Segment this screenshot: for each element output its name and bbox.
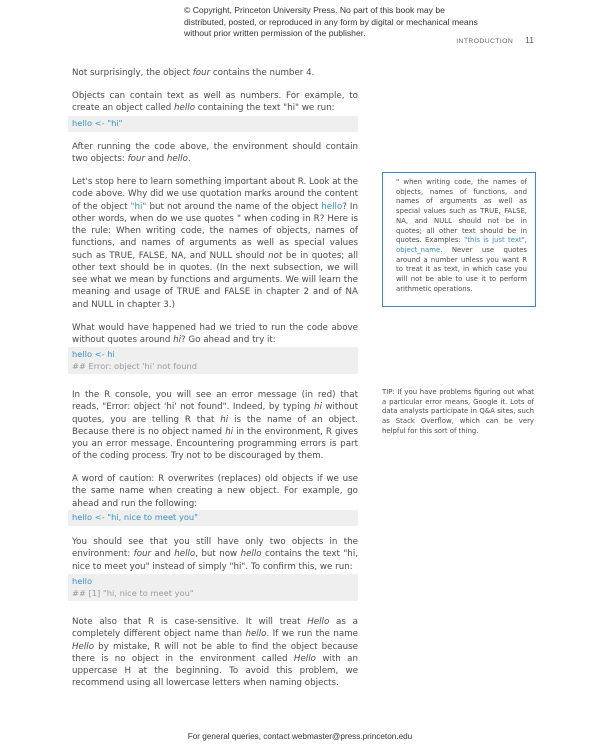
text: and	[151, 549, 175, 560]
text: but not around the name of the object	[146, 201, 322, 212]
code-block-3	[68, 510, 358, 526]
text: Not surprisingly, the object	[72, 68, 193, 78]
text: A word of caution: R overwrites (replaces) old objects if we use the same name when creating a new object. For example, go ahead and run the following:	[72, 474, 358, 509]
object-name: hello	[174, 549, 196, 560]
object-name: hi	[225, 426, 234, 437]
object-name: Hello	[307, 617, 330, 627]
object-name: hello	[245, 629, 267, 640]
object-name: Hello	[293, 653, 316, 664]
page-number: 11	[525, 35, 534, 45]
running-head	[456, 35, 534, 45]
text: Note also that R is case-sensitive. It will treat	[72, 617, 308, 627]
chapter-title: INTRODUCTION	[456, 38, 514, 45]
object-name: hello	[174, 103, 196, 114]
object-name: hi	[173, 335, 182, 346]
tip-note	[382, 388, 534, 437]
code-line: hello	[72, 576, 93, 586]
paragraph-6	[72, 389, 358, 463]
text: is the name of an object. Because there is no object named	[72, 414, 358, 437]
object-name: hello	[240, 549, 262, 560]
text: without quotes, you are telling R that	[72, 402, 359, 425]
paragraph-2	[72, 90, 358, 115]
code-output: ## [1] "hi, nice to meet you"	[72, 587, 194, 598]
copyright-notice: © Copyright, Princeton University Press. No part of this book may be distributed, posted, or reproduced in any form by digital or mechanical means without prior written permission of the publisher.	[184, 5, 478, 38]
object-name: hello	[166, 154, 188, 165]
margin-note-box	[382, 172, 536, 307]
footer-contact: For general queries, contact webmaster@press.princeton.edu	[187, 732, 413, 741]
code-line: hello <- hi	[72, 349, 115, 359]
text: In the R console, you will see an error message (in red) that reads, "Error: object 'hi' not found". Indeed, by typing	[72, 390, 358, 413]
text: by mistake, R will not be able to find the object because there is no object in the environment called	[72, 641, 358, 664]
paragraph-5	[72, 322, 358, 347]
code-block-4	[68, 574, 358, 601]
text: contains the text "hi, nice to meet you" instead of simply "hi". To confirm this, we run:	[72, 549, 358, 572]
inline-code: hello	[321, 201, 343, 212]
text: Objects can contain text as well as numbers. For example, to create an object called	[72, 91, 358, 114]
code-block-1	[68, 116, 358, 132]
text: ? Go ahead and try it:	[181, 335, 276, 346]
object-name: hi	[313, 402, 322, 413]
text: , but now	[195, 549, 241, 560]
paragraph-7	[72, 473, 358, 510]
paragraph-3	[72, 141, 358, 166]
object-name: four	[192, 68, 211, 78]
tip-text: TIP: If you have problems figuring out what a particular error means, Google it. Lots of data analysts participate in Q&A sites, such as Stack Overflow, which can be very helpful for this sort of thing.	[382, 388, 534, 435]
code-output: ## Error: object 'hi' not found	[72, 360, 198, 371]
emphasis: not	[268, 250, 283, 261]
text: and	[145, 154, 167, 165]
text: After running the code above, the environment should contain two objects:	[72, 142, 358, 165]
object-name: Hello	[72, 641, 95, 652]
text: .	[187, 154, 191, 165]
text: ,	[524, 236, 527, 245]
inline-code: object_name	[396, 245, 441, 254]
text: You should see that you still have only two objects in the environment:	[72, 537, 358, 560]
code-line: hello <- "hi, nice to meet you"	[72, 512, 199, 522]
text: as a completely different object name than	[72, 617, 358, 640]
text: in the environment, R gives you an error message. Encountering programming errors is part of the coding process. Try not to be discouraged by them.	[72, 426, 358, 462]
inline-code: "this is just text"	[464, 236, 525, 245]
text: contains the number 4.	[210, 68, 315, 78]
object-name: hi	[220, 414, 229, 425]
margin-note-text	[396, 178, 527, 294]
code-line: hello <- "hi"	[72, 118, 123, 128]
text: Let's stop here to learn something important about R. Look at the code above. Why did we use quotation marks around the content of the object	[72, 177, 358, 212]
text: What would have happened had we tried to run the code above without quotes around	[72, 323, 358, 346]
paragraph-9	[72, 616, 358, 690]
text: containing the text "hi" we run:	[195, 103, 335, 114]
text: ? In other words, when do we use quotes " when coding in R? Here is the rule: When writing code, the names of objects, names of functions, and names of arguments as well as special values such as TRUE, FALSE, NA, and NULL should	[72, 201, 358, 261]
text: be in quotes; all other text should be in quotes. (In the next subsection, we will see what we mean by functions and arguments. We will learn the meaning and usage of TRUE and FALSE in chapter 2 and of NA and NULL in chapter 3.)	[72, 250, 358, 310]
object-name: four	[127, 154, 146, 165]
text: " when writing code, the names of objects, names of functions, and names of arguments as well as special values such as TRUE, FALSE, NA, and NULL should not be in quotes; all other text should be in quotes. Examples:	[396, 178, 527, 245]
object-name: four	[133, 549, 152, 560]
inline-code: "hi"	[130, 201, 147, 212]
paragraph-4	[72, 176, 358, 311]
code-block-2	[68, 347, 358, 374]
text: with an uppercase H at the beginning. To avoid this problem, we recommend using all lowercase letters when naming objects.	[72, 653, 358, 689]
paragraph-8	[72, 536, 358, 573]
paragraph-1	[72, 67, 358, 79]
text: . Never use quotes around a number unless you want R to treat it as text, in which case you will not be able to use it to perform arithmetic operations.	[396, 245, 527, 293]
text: . If we run the name	[266, 629, 358, 640]
